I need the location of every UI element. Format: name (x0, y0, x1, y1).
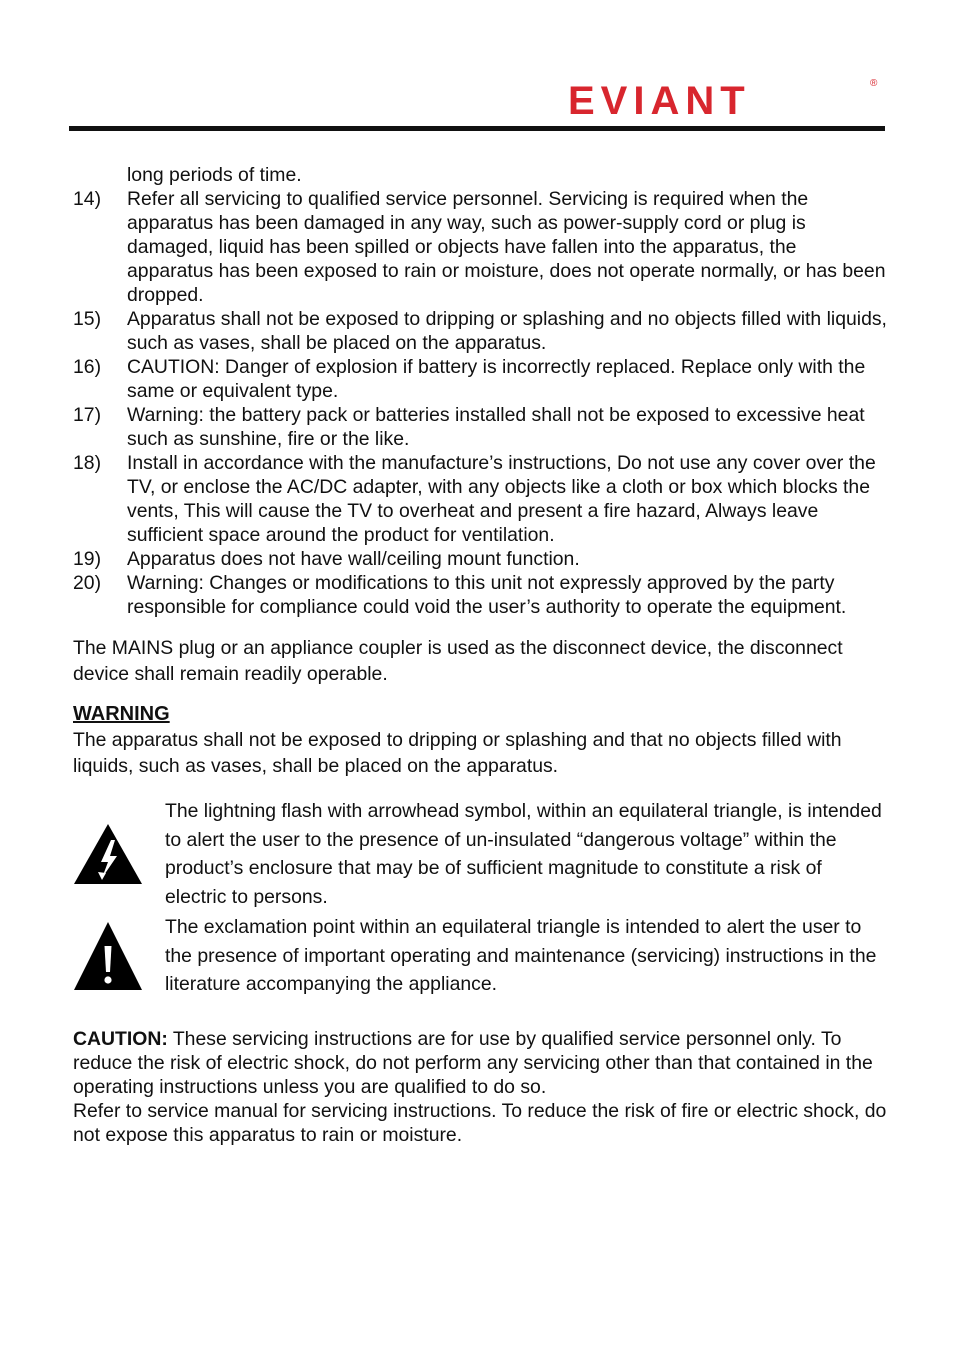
logo-text: EVIANT (568, 79, 751, 122)
caution-text: These servicing instructions are for use by qualified service personnel only. To reduce the risk of electric shock, do not perform any servicing other than that contained in the operating instructions unless you are qualified to do so. (73, 1027, 873, 1098)
list-item (73, 571, 888, 619)
item-text: Warning: Changes or modifications to this unit not expressly approved by the party responsible for compliance could void the user’s authority to operate the equipment. (127, 572, 847, 618)
lightning-symbol-text: The lightning flash with arrowhead symbol, within an equilateral triangle, is intended to alert the user to the presence of un-insulated “dangerous voltage” within the product’s enclosure that may be of sufficient magnitude to constitute a risk of electric to persons. (165, 800, 882, 908)
list-continuation: long periods of time. (127, 164, 302, 186)
symbol-row-exclamation (73, 913, 888, 999)
exclamation-symbol-text: The exclamation point within an equilateral triangle is intended to alert the user to the presence of important operating and maintenance (servicing) instructions in the literature accompanying the appliance. (165, 916, 877, 995)
warning-text: The apparatus shall not be exposed to dripping or splashing and that no objects filled with liquids, such as vases, shall be placed on the apparatus. (73, 729, 842, 777)
item-text: Refer all servicing to qualified service personnel. Servicing is required when the apparatus has been damaged in any way, such as power-supply cord or plug is damaged, liquid has been spilled or objects have fallen into the apparatus, the apparatus has been exposed to rain or moisture, does not operate normally, or has been dropped. (127, 188, 886, 306)
exclamation-warning-icon (73, 920, 143, 992)
list-item (73, 187, 888, 307)
list-item (73, 403, 888, 451)
caution-label: CAUTION: (73, 1027, 168, 1050)
item-text: CAUTION: Danger of explosion if battery is incorrectly replaced. Replace only with the same or equivalent type. (127, 356, 866, 402)
item-text: Apparatus shall not be exposed to dripping or splashing and no objects filled with liquids, such as vases, shall be placed on the apparatus. (127, 308, 887, 354)
lightning-warning-icon (73, 822, 143, 886)
list-item (73, 451, 888, 547)
symbol-row-lightning (73, 797, 888, 911)
item-number: 18) (73, 452, 102, 474)
item-number: 14) (73, 188, 102, 210)
item-text: Install in accordance with the manufacture’s instructions, Do not use any cover over the TV, or enclose the AC/DC adapter, with any objects like a cloth or box which blocks the vents, This will cause the TV to overheat and present a fire hazard, Always leave sufficient space around the product for ventilation. (127, 452, 876, 546)
item-number: 16) (73, 356, 102, 378)
header-rule (69, 126, 885, 131)
warning-heading: WARNING (73, 703, 170, 725)
mains-note: The MAINS plug or an appliance coupler is used as the disconnect device, the disconnect device shall remain readily operable. (73, 637, 843, 685)
caution-block (73, 1027, 888, 1147)
list-item (73, 547, 888, 571)
list-item (73, 307, 888, 355)
caution-text-2: Refer to service manual for servicing instructions. To reduce the risk of fire or electric shock, do not expose this apparatus to rain or moisture. (73, 1099, 887, 1146)
item-number: 19) (73, 548, 102, 570)
item-number: 17) (73, 404, 102, 426)
item-number: 20) (73, 572, 102, 594)
item-number: 15) (73, 308, 102, 330)
eviant-logo (566, 76, 886, 122)
list-item (73, 355, 888, 403)
registered-mark: ® (870, 78, 878, 89)
safety-list (73, 187, 888, 619)
item-text: Warning: the battery pack or batteries installed shall not be exposed to excessive heat such as sunshine, fire or the like. (127, 404, 865, 450)
page-content (73, 163, 888, 1147)
item-text: Apparatus does not have wall/ceiling mount function. (127, 548, 580, 570)
